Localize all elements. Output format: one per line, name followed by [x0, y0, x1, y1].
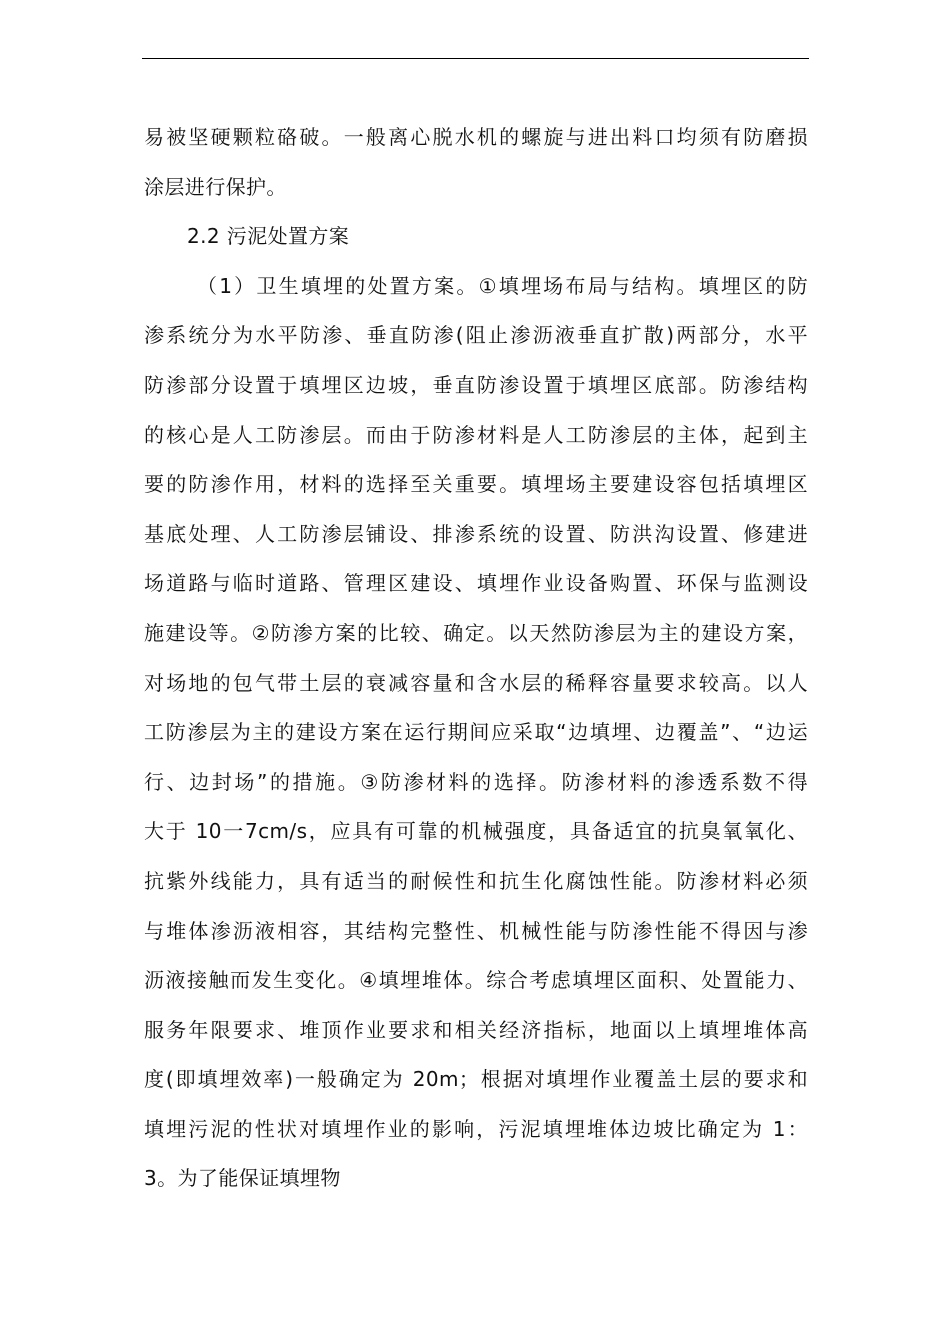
text-line: 填埋污泥的性状对填埋作业的影响，污泥填埋堆体边坡比确定为 1：: [144, 1116, 808, 1141]
text-line: 易被坚硬颗粒硌破。一般离心脱水机的螺旋与进出料口均须有防磨损: [144, 125, 808, 149]
text-line: 抗紫外线能力，具有适当的耐候性和抗生化腐蚀性能。防渗材料必须: [144, 868, 808, 893]
text-line: 与堆体渗沥液相容，其结构完整性、机械性能与防渗性能不得因与渗: [144, 918, 808, 943]
text-line: 大于 10一7cm/s，应具有可靠的机械强度，具备适宜的抗臭氧氧化、: [144, 819, 808, 844]
text-line: 服务年限要求、堆顶作业要求和相关经济指标，地面以上填埋堆体高: [144, 1017, 808, 1042]
text-line: 沥液接触而发生变化。④填埋堆体。综合考虑填埋区面积、处置能力、: [144, 968, 808, 993]
text-line: 的核心是人工防渗层。而由于防渗材料是人工防渗层的主体，起到主: [144, 422, 808, 447]
document-body: [144, 113, 808, 1204]
text-line: 工防渗层为主的建设方案在运行期间应采取“边填埋、边覆盖”、“边运: [144, 720, 808, 745]
text-line: 场道路与临时道路、管理区建设、填埋作业设备购置、环保与监测设: [144, 571, 808, 596]
text-line: 行、边封场”的措施。③防渗材料的选择。防渗材料的渗透系数不得: [144, 769, 808, 794]
text-line: （1）卫生填埋的处置方案。①填埋场布局与结构。填埋区的防: [197, 273, 808, 298]
text-line: 施建设等。②防渗方案的比较、确定。以天然防渗层为主的建设方案，: [144, 620, 808, 645]
text-line: 要的防渗作用，材料的选择至关重要。填埋场主要建设容包括填埋区: [144, 472, 808, 497]
text-line: 对场地的包气带土层的衰减容量和含水层的稀释容量要求较高。以人: [144, 670, 808, 695]
text-line: 渗系统分为水平防渗、垂直防渗(阻止渗沥液垂直扩散)两部分，水平: [144, 323, 808, 348]
text-line: 涂层进行保护。: [144, 174, 287, 199]
section-heading: 2.2 污泥处置方案: [187, 224, 350, 249]
text-line: 基底处理、人工防渗层铺设、排渗系统的设置、防洪沟设置、修建进: [144, 521, 808, 546]
text-line: 防渗部分设置于填埋区边坡，垂直防渗设置于填埋区底部。防渗结构: [144, 372, 808, 397]
text-line: 度(即填埋效率)一般确定为 20m；根据对填埋作业覆盖土层的要求和: [144, 1067, 808, 1092]
text-line: 3。为了能保证填埋物: [144, 1166, 341, 1191]
header-rule: [142, 58, 809, 59]
